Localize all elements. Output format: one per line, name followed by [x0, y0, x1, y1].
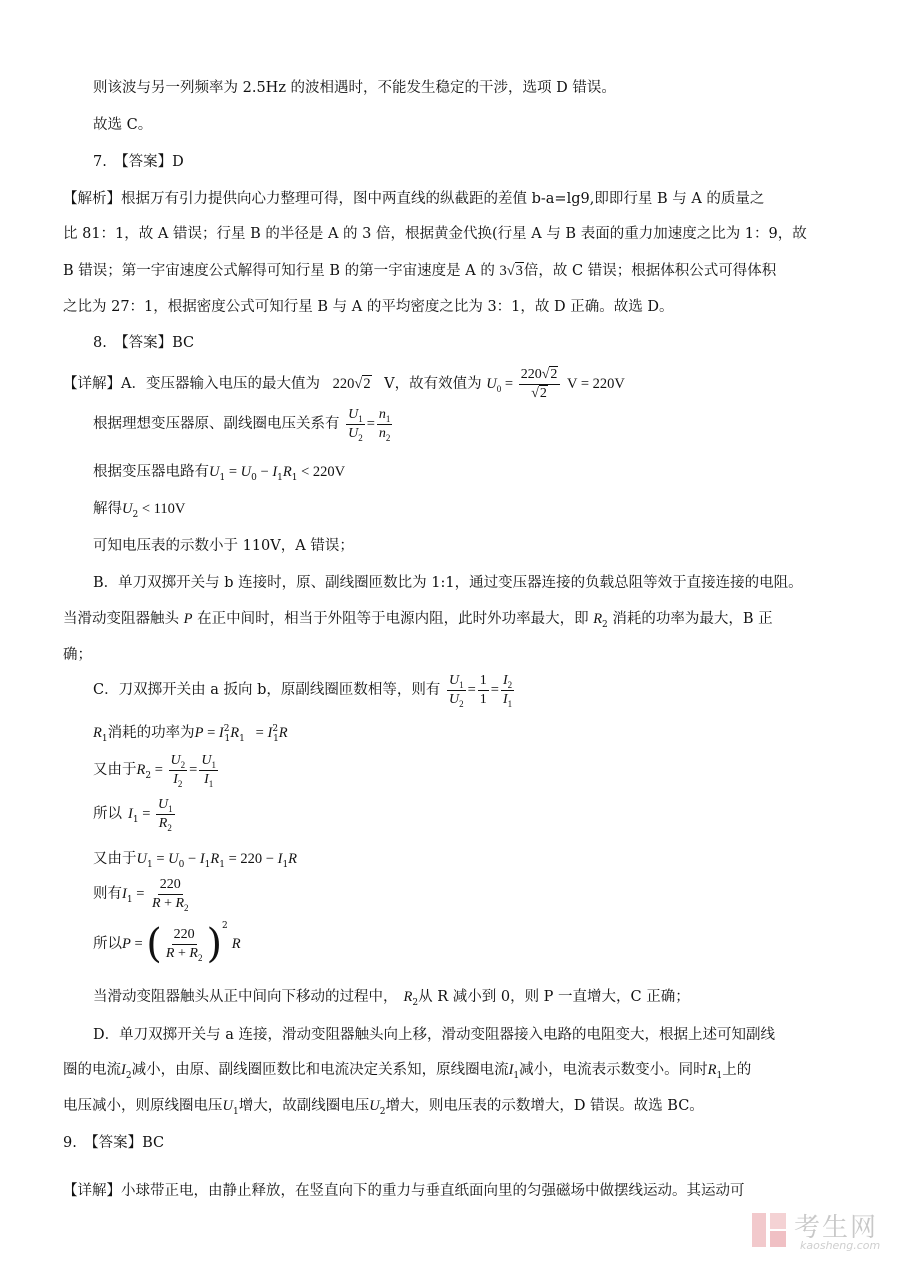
- text-line: 所以P = ( $\frac{220}{R + R_2}$ )$^2$R: [93, 921, 241, 967]
- text-line: 之比为 27：1，根据密度公式可知行星 B 与 A 的平均密度之比为 3：1，故 D 正确。故选 D。: [63, 299, 674, 315]
- text-line: 当滑动变阻器触头从正中间向下移动的过程中， $R_2$从 R 减小到 0，则 P 一直增大，C 正确；: [93, 989, 690, 1008]
- watermark-logo: [750, 1207, 880, 1255]
- text-line: 【详解】小球带正电，由静止释放，在竖直向下的重力与垂直纸面向里的匀强磁场中做摆线运动。其运动可: [63, 1183, 745, 1199]
- text-line: 根据理想变压器原、副线圈电压关系有 $\frac{U_1}{U_2}$ = $\frac{n_1}{n_2}$: [93, 406, 391, 443]
- text-line: C．刀双掷开关由 a 扳向 b，原副线圈匝数相等，则有 $\frac{U_1}{U_2}$ = $\frac{1}{1}$ = $\frac{I_2}{I_1}$: [93, 672, 513, 709]
- text-line: 可知电压表的示数小于 110V，A 错误；: [93, 538, 354, 554]
- text-line: D．单刀双掷开关与 a 连接，滑动变阻器触头向上移，滑动变阻器接入电路的电阻变大，根据上述可知副线: [93, 1027, 775, 1043]
- math-fraction: $\frac{220√2}{√2}$: [519, 367, 561, 402]
- text-line: 则有$I_1$ = $\frac{220}{R + R_2}$: [93, 876, 189, 913]
- text-line: 所以 $I_1$ = $\frac{U_1}{R_2}$: [93, 796, 173, 833]
- text-line: 故选 C。: [93, 117, 153, 133]
- text-line: $R_1$消耗的功率为$P = I^2_1R_1 = I^2_1R$: [93, 724, 288, 744]
- text-line: B．单刀双掷开关与 b 连接时，原、副线圈匝数比为 1:1，通过变压器连接的负载总阻等效于直接连接的电阻。: [93, 575, 803, 591]
- text-line: 【解析】根据万有引力提供向心力整理可得，图中两直线的纵截距的差值 b-a=lg9,即即行星 B 与 A 的质量之: [63, 191, 765, 207]
- text-line: 当滑动变阻器触头 P 在正中间时，相当于外阻等于电源内阻，此时外功率最大，即 $R_2$ 消耗的功率为最大，B 正: [63, 611, 773, 630]
- text-line: 则该波与另一列频率为 2.5Hz 的波相遇时，不能发生稳定的干涉，选项 D 错误。: [93, 80, 616, 96]
- answer-heading-9: 9. 【答案】BC: [63, 1135, 165, 1151]
- text-line: 电压减小，则原线圈电压$U_1$增大，故副线圈电压$U_2$增大，则电压表的示数增大，D 错误。故选 BC。: [63, 1098, 704, 1117]
- text-line: B 错误；第一宇宙速度公式解得可知行星 B 的第一宇宙速度是 A 的 3√3倍，故 C 错误；根据体积公式可得体积: [63, 263, 777, 279]
- watermark-url: kaosheng.com: [800, 1239, 881, 1252]
- logo-icon: [750, 1209, 790, 1251]
- text-line: 解得$U_2 < 110V$: [93, 501, 186, 520]
- text-line: 确；: [63, 647, 92, 663]
- answer-heading-8: 8. 【答案】BC: [93, 335, 195, 351]
- text-line: 比 81：1，故 A 错误；行星 B 的半径是 A 的 3 倍，根据黄金代换(行星 A 与 B 表面的重力加速度之比为 1：9，故: [63, 226, 807, 242]
- watermark-text: 考生网: [794, 1213, 879, 1243]
- text-line: 圈的电流$I_2$减小，由原、副线圈匝数比和电流决定关系知，原线圈电流$I_1$减小，电流表示数变小。同时$R_1$上的: [63, 1062, 752, 1081]
- text-line: 又由于$U_1 = U_0 - I_1R_1 = 220 - I_1R$: [93, 851, 298, 870]
- math-expr: 3√3: [499, 263, 523, 279]
- answer-heading-7: 7. 【答案】D: [93, 154, 184, 170]
- text-line: 【详解】A．变压器输入电压的最大值为 220√2 V，故有效值为 $U_0$ = $\frac{220√2}{√2}$ V = 220V: [63, 366, 625, 401]
- text-line: 根据变压器电路有$U_1 = U_0 - I_1R_1 < 220V$: [93, 464, 346, 483]
- text-line: 又由于$R_2$ = $\frac{U_2}{I_2}$ = $\frac{U_1}{I_1}$: [93, 752, 216, 789]
